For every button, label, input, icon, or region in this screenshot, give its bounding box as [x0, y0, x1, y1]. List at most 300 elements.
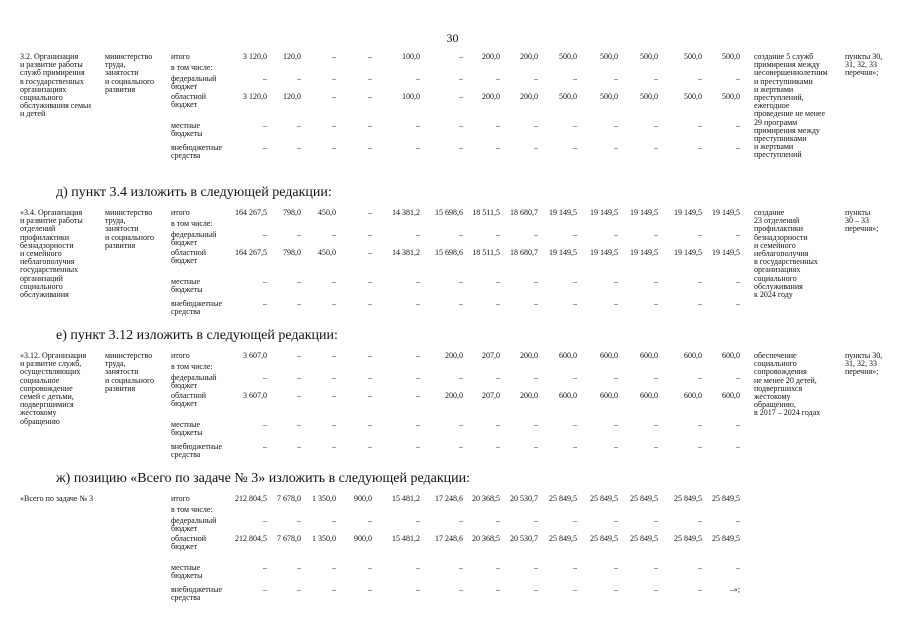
- value-cell: –: [654, 585, 658, 594]
- value-cell: –: [698, 143, 702, 152]
- funding-source: в том числе:: [171, 362, 213, 371]
- funding-source: федеральный бюджет: [171, 516, 217, 534]
- value-cell: –: [736, 230, 740, 239]
- value-cell: –: [263, 230, 267, 239]
- value-cell: –: [573, 299, 577, 308]
- value-cell: –: [368, 420, 372, 429]
- measure-name: 3.2. Организация и развитие работы служб примирения в государственных организациях социального обслуживания семьи и детей: [20, 52, 91, 119]
- value-cell: 450,0: [318, 248, 336, 257]
- value-cell: 3 120,0: [243, 92, 267, 101]
- value-cell: –: [416, 121, 420, 130]
- funding-source: итого: [171, 351, 190, 360]
- value-cell: –: [654, 563, 658, 572]
- value-cell: 19 149,5: [549, 208, 577, 217]
- value-cell: –: [534, 373, 538, 382]
- value-cell: 500,0: [640, 92, 658, 101]
- value-cell: –: [416, 143, 420, 152]
- value-cell: –: [573, 585, 577, 594]
- value-cell: –: [736, 516, 740, 525]
- value-cell: 900,0: [354, 534, 372, 543]
- value-cell: –: [416, 230, 420, 239]
- value-cell: –: [368, 74, 372, 83]
- value-cell: –: [736, 121, 740, 130]
- value-cell: 207,0: [482, 391, 500, 400]
- value-cell: –: [332, 299, 336, 308]
- value-cell: –: [496, 420, 500, 429]
- value-cell: –: [573, 516, 577, 525]
- funding-source: итого: [171, 208, 190, 217]
- measure-name: «3.12. Организация и развитие служб, осуществляющих социальное сопровождение семей с детьми, подвергшимися жестокому обращению: [20, 351, 87, 426]
- heading-zh: ж) позицию «Всего по задаче № 3» изложить в следующей редакции:: [56, 471, 471, 486]
- value-cell: 19 149,5: [712, 248, 740, 257]
- value-cell: –: [459, 442, 463, 451]
- funding-source: местные бюджеты: [171, 277, 203, 295]
- value-cell: –: [263, 121, 267, 130]
- value-cell: –: [297, 516, 301, 525]
- value-cell: –: [459, 74, 463, 83]
- value-cell: 500,0: [722, 92, 740, 101]
- value-cell: 18 511,5: [472, 208, 500, 217]
- measure-result: создание 5 служб примирения между несовершеннолетним и преступниками и жертвами преступлений, ежегодное проведение не менее 29 программ примирения между преступниками и жертвами преступлений: [754, 52, 828, 160]
- value-cell: 798,0: [283, 248, 301, 257]
- value-cell: –: [736, 442, 740, 451]
- funding-source: в том числе:: [171, 505, 213, 514]
- value-cell: –: [332, 52, 336, 61]
- value-cell: –: [698, 585, 702, 594]
- value-cell: –: [416, 351, 420, 360]
- value-cell: –: [573, 74, 577, 83]
- funding-source: федеральный бюджет: [171, 74, 217, 92]
- value-cell: –: [263, 563, 267, 572]
- value-cell: –: [416, 74, 420, 83]
- value-cell: 200,0: [520, 92, 538, 101]
- value-cell: –: [698, 299, 702, 308]
- value-cell: –: [416, 373, 420, 382]
- value-cell: –: [263, 373, 267, 382]
- value-cell: –: [698, 121, 702, 130]
- value-cell: –: [654, 299, 658, 308]
- value-cell: –: [297, 351, 301, 360]
- measure-indicators: пункты 30 – 33 перечня»;: [845, 208, 879, 234]
- value-cell: 15 481,2: [392, 534, 420, 543]
- value-cell: –: [496, 74, 500, 83]
- value-cell: –: [534, 563, 538, 572]
- value-cell: –: [698, 442, 702, 451]
- value-cell: –: [332, 585, 336, 594]
- value-cell: –: [459, 299, 463, 308]
- value-cell: –: [368, 248, 372, 257]
- value-cell: –: [573, 420, 577, 429]
- value-cell: –: [496, 585, 500, 594]
- value-cell: 500,0: [600, 92, 618, 101]
- value-cell: –: [736, 299, 740, 308]
- value-cell: –: [654, 230, 658, 239]
- value-cell: 200,0: [520, 391, 538, 400]
- value-cell: –: [698, 373, 702, 382]
- funding-source: областной бюджет: [171, 391, 207, 409]
- total-name: «Всего по задаче № 3: [20, 494, 94, 503]
- value-cell: –: [416, 442, 420, 451]
- value-cell: 20 368,5: [472, 494, 500, 503]
- value-cell: 18 511,5: [472, 248, 500, 257]
- value-cell: –: [534, 516, 538, 525]
- value-cell: –: [332, 373, 336, 382]
- value-cell: –: [297, 585, 301, 594]
- value-cell: –: [332, 277, 336, 286]
- value-cell: 600,0: [640, 351, 658, 360]
- funding-source: областной бюджет: [171, 248, 207, 266]
- value-cell: –: [736, 420, 740, 429]
- value-cell: –: [496, 230, 500, 239]
- value-cell: –: [297, 121, 301, 130]
- value-cell: 200,0: [520, 351, 538, 360]
- value-cell: –: [263, 442, 267, 451]
- value-cell: –: [297, 299, 301, 308]
- measure-indicators: пункты 30, 31, 32, 33 перечня»;: [845, 351, 883, 377]
- value-cell: –: [496, 563, 500, 572]
- value-cell: –: [698, 516, 702, 525]
- value-cell: –: [459, 563, 463, 572]
- measure-executor: министерство труда, занятости и социального развития: [105, 208, 155, 250]
- value-cell: –: [459, 373, 463, 382]
- value-cell: –: [416, 516, 420, 525]
- value-cell: –: [459, 143, 463, 152]
- value-cell: –: [368, 277, 372, 286]
- value-cell: 17 248,6: [435, 494, 463, 503]
- value-cell: –: [614, 121, 618, 130]
- value-cell: –: [459, 585, 463, 594]
- value-cell: –: [368, 299, 372, 308]
- value-cell: 200,0: [445, 351, 463, 360]
- value-cell: –: [654, 373, 658, 382]
- value-cell: –: [332, 563, 336, 572]
- value-cell: 19 149,5: [590, 208, 618, 217]
- value-cell: –: [263, 516, 267, 525]
- value-cell: –: [416, 277, 420, 286]
- value-cell: 25 849,5: [674, 534, 702, 543]
- funding-source: итого: [171, 494, 190, 503]
- funding-source: внебюджетные средства: [171, 585, 222, 603]
- value-cell: 200,0: [482, 52, 500, 61]
- value-cell: –: [459, 121, 463, 130]
- funding-source: в том числе:: [171, 63, 213, 72]
- value-cell: –: [496, 373, 500, 382]
- value-cell: –: [263, 420, 267, 429]
- value-cell: 20 368,5: [472, 534, 500, 543]
- value-cell: –: [263, 143, 267, 152]
- value-cell: 25 849,5: [630, 534, 658, 543]
- value-cell: 600,0: [600, 351, 618, 360]
- value-cell: 25 849,5: [630, 494, 658, 503]
- value-cell: 500,0: [600, 52, 618, 61]
- value-cell: 600,0: [722, 351, 740, 360]
- value-cell: –: [614, 143, 618, 152]
- funding-source: местные бюджеты: [171, 420, 203, 438]
- value-cell: 600,0: [722, 391, 740, 400]
- value-cell: 15 698,6: [435, 248, 463, 257]
- value-cell: –: [496, 442, 500, 451]
- value-cell: –: [368, 373, 372, 382]
- value-cell: –: [368, 143, 372, 152]
- value-cell: –: [332, 143, 336, 152]
- funding-source: внебюджетные средства: [171, 143, 222, 161]
- value-cell: –: [459, 52, 463, 61]
- value-cell: –: [698, 230, 702, 239]
- value-cell: 25 849,5: [712, 534, 740, 543]
- value-cell: 19 149,5: [674, 248, 702, 257]
- value-cell: –: [698, 420, 702, 429]
- value-cell: 600,0: [559, 391, 577, 400]
- value-cell: –: [614, 516, 618, 525]
- value-cell: –: [263, 74, 267, 83]
- value-cell: –: [654, 277, 658, 286]
- value-cell: 19 149,5: [630, 248, 658, 257]
- value-cell: –: [614, 563, 618, 572]
- value-cell: –: [736, 277, 740, 286]
- value-cell: –: [573, 230, 577, 239]
- value-cell: 15 698,6: [435, 208, 463, 217]
- value-cell: 164 267,5: [235, 248, 267, 257]
- value-cell: –: [368, 391, 372, 400]
- value-cell: –: [614, 230, 618, 239]
- value-cell: –: [368, 563, 372, 572]
- value-cell: 17 248,6: [435, 534, 463, 543]
- value-cell: –: [297, 373, 301, 382]
- funding-source: итого: [171, 52, 190, 61]
- funding-source: федеральный бюджет: [171, 373, 217, 391]
- value-cell: –: [573, 277, 577, 286]
- value-cell: –: [534, 230, 538, 239]
- funding-source: в том числе:: [171, 219, 213, 228]
- value-cell: –: [297, 230, 301, 239]
- value-cell: –: [368, 230, 372, 239]
- value-cell: 120,0: [283, 92, 301, 101]
- value-cell: –: [459, 516, 463, 525]
- value-cell: 14 381,2: [392, 248, 420, 257]
- value-cell: –: [614, 373, 618, 382]
- value-cell: –: [654, 516, 658, 525]
- heading-d: д) пункт 3.4 изложить в следующей редакции:: [56, 185, 332, 200]
- value-cell: 200,0: [445, 391, 463, 400]
- value-cell: 100,0: [402, 52, 420, 61]
- value-cell: –: [573, 373, 577, 382]
- value-cell: 25 849,5: [549, 534, 577, 543]
- value-cell: –: [368, 92, 372, 101]
- value-cell: 600,0: [559, 351, 577, 360]
- value-cell: 500,0: [684, 52, 702, 61]
- value-cell: –: [736, 143, 740, 152]
- value-cell: 3 607,0: [243, 351, 267, 360]
- value-cell: –: [297, 420, 301, 429]
- value-cell: –: [459, 420, 463, 429]
- value-cell: 18 680,7: [510, 208, 538, 217]
- funding-source: областной бюджет: [171, 534, 207, 552]
- funding-source: областной бюджет: [171, 92, 207, 110]
- value-cell: –: [263, 585, 267, 594]
- value-cell: 3 120,0: [243, 52, 267, 61]
- value-cell: –: [496, 121, 500, 130]
- value-cell: 19 149,5: [674, 208, 702, 217]
- value-cell: 500,0: [640, 52, 658, 61]
- value-cell: –: [496, 299, 500, 308]
- value-cell: 19 149,5: [630, 208, 658, 217]
- measure-result: создание 23 отделений профилактики безнадзорности и семейного неблагополучия в государственных организациях социального обслуживания к 2024 году: [754, 208, 818, 300]
- value-cell: –: [654, 74, 658, 83]
- value-cell: 900,0: [354, 494, 372, 503]
- value-cell: 19 149,5: [549, 248, 577, 257]
- value-cell: –: [297, 143, 301, 152]
- value-cell: –: [614, 420, 618, 429]
- funding-source: федеральный бюджет: [171, 230, 217, 248]
- value-cell: 19 149,5: [590, 248, 618, 257]
- value-cell: –: [332, 351, 336, 360]
- value-cell: 25 849,5: [712, 494, 740, 503]
- value-cell: –: [496, 516, 500, 525]
- value-cell: –: [332, 74, 336, 83]
- measure-result: обеспечение социального сопровождения не менее 20 детей, подвергшихся жестокому обращению, в 2017 – 2024 годах: [754, 351, 821, 418]
- value-cell: –: [332, 230, 336, 239]
- value-cell: 25 849,5: [590, 494, 618, 503]
- value-cell: 20 530,7: [510, 534, 538, 543]
- value-cell: –: [534, 143, 538, 152]
- value-cell: –: [534, 442, 538, 451]
- value-cell: –: [534, 121, 538, 130]
- value-cell: –: [534, 585, 538, 594]
- value-cell: 25 849,5: [674, 494, 702, 503]
- value-cell: –: [459, 230, 463, 239]
- value-cell: 3 607,0: [243, 391, 267, 400]
- measure-executor: министерство труда, занятости и социального развития: [105, 351, 155, 393]
- value-cell: –: [416, 563, 420, 572]
- value-cell: –: [534, 74, 538, 83]
- value-cell: –: [263, 277, 267, 286]
- value-cell: 212 804,5: [235, 534, 267, 543]
- value-cell: 798,0: [283, 208, 301, 217]
- value-cell: –: [534, 277, 538, 286]
- value-cell: –: [459, 277, 463, 286]
- value-cell: 200,0: [482, 92, 500, 101]
- value-cell: –: [573, 143, 577, 152]
- funding-source: местные бюджеты: [171, 121, 203, 139]
- value-cell: –: [368, 351, 372, 360]
- measure-name: «3.4. Организация и развитие работы отделений профилактики безнадзорности и семейного неблагополучия государственных организаций социального обслуживания: [20, 208, 83, 300]
- value-cell: –: [368, 208, 372, 217]
- value-cell: –: [654, 420, 658, 429]
- value-cell: –: [368, 52, 372, 61]
- measure-executor: министерство труда, занятости и социального развития: [105, 52, 155, 94]
- value-cell: –: [416, 299, 420, 308]
- value-cell: 25 849,5: [549, 494, 577, 503]
- value-cell: 14 381,2: [392, 208, 420, 217]
- value-cell: –: [297, 277, 301, 286]
- value-cell: 1 350,0: [312, 494, 336, 503]
- value-cell: –: [573, 442, 577, 451]
- value-cell: –: [736, 563, 740, 572]
- value-cell: –: [459, 92, 463, 101]
- value-cell: 200,0: [520, 52, 538, 61]
- value-cell: 7 678,0: [277, 534, 301, 543]
- value-cell: 20 530,7: [510, 494, 538, 503]
- value-cell: 120,0: [283, 52, 301, 61]
- value-cell: –: [736, 74, 740, 83]
- value-cell: 600,0: [684, 351, 702, 360]
- value-cell: –: [332, 92, 336, 101]
- value-cell: –: [332, 121, 336, 130]
- value-cell: –: [416, 391, 420, 400]
- value-cell: –: [368, 585, 372, 594]
- funding-source: местные бюджеты: [171, 563, 203, 581]
- value-cell: –: [698, 74, 702, 83]
- value-cell: –: [534, 299, 538, 308]
- value-cell: –: [534, 420, 538, 429]
- value-cell: 18 680,7: [510, 248, 538, 257]
- funding-source: внебюджетные средства: [171, 442, 222, 460]
- value-cell: –: [614, 585, 618, 594]
- value-cell: –: [654, 143, 658, 152]
- value-cell: –: [297, 442, 301, 451]
- value-cell: –: [736, 373, 740, 382]
- value-cell: –: [297, 74, 301, 83]
- value-cell: –: [332, 420, 336, 429]
- value-cell: –: [654, 442, 658, 451]
- measure-indicators: пункты 30, 31, 32, 33 перечня»;: [845, 52, 883, 78]
- value-cell: 450,0: [318, 208, 336, 217]
- value-cell: –: [654, 121, 658, 130]
- value-cell: 100,0: [402, 92, 420, 101]
- value-cell: –: [496, 277, 500, 286]
- value-cell: –: [573, 121, 577, 130]
- value-cell: 500,0: [559, 52, 577, 61]
- value-cell: –: [573, 563, 577, 572]
- value-cell: –: [263, 299, 267, 308]
- value-cell: 600,0: [684, 391, 702, 400]
- value-cell: –: [416, 585, 420, 594]
- heading-e: е) пункт 3.12 изложить в следующей редакции:: [56, 328, 338, 343]
- value-cell: –: [614, 299, 618, 308]
- value-cell: –: [297, 391, 301, 400]
- value-cell: –: [368, 442, 372, 451]
- value-cell: –: [698, 277, 702, 286]
- value-cell: 212 804,5: [235, 494, 267, 503]
- value-cell: 164 267,5: [235, 208, 267, 217]
- value-cell: 19 149,5: [712, 208, 740, 217]
- value-cell: 25 849,5: [590, 534, 618, 543]
- value-cell: –: [614, 74, 618, 83]
- value-cell: 207,0: [482, 351, 500, 360]
- value-cell: –: [332, 391, 336, 400]
- value-cell: –: [614, 277, 618, 286]
- value-cell: –: [614, 442, 618, 451]
- value-cell: –: [368, 516, 372, 525]
- value-cell: 1 350,0: [312, 534, 336, 543]
- value-cell: –: [332, 516, 336, 525]
- page-number: 30: [446, 31, 459, 45]
- value-cell: 500,0: [722, 52, 740, 61]
- funding-source: внебюджетные средства: [171, 299, 222, 317]
- value-cell: 600,0: [640, 391, 658, 400]
- value-cell: –: [332, 442, 336, 451]
- value-cell: 7 678,0: [277, 494, 301, 503]
- value-cell: –: [496, 143, 500, 152]
- value-cell: –: [416, 420, 420, 429]
- value-cell: 600,0: [600, 391, 618, 400]
- value-cell: –: [368, 121, 372, 130]
- value-cell: –: [698, 563, 702, 572]
- value-cell: 500,0: [559, 92, 577, 101]
- value-cell: 500,0: [684, 92, 702, 101]
- value-cell: 15 481,2: [392, 494, 420, 503]
- value-cell: –»;: [729, 585, 740, 594]
